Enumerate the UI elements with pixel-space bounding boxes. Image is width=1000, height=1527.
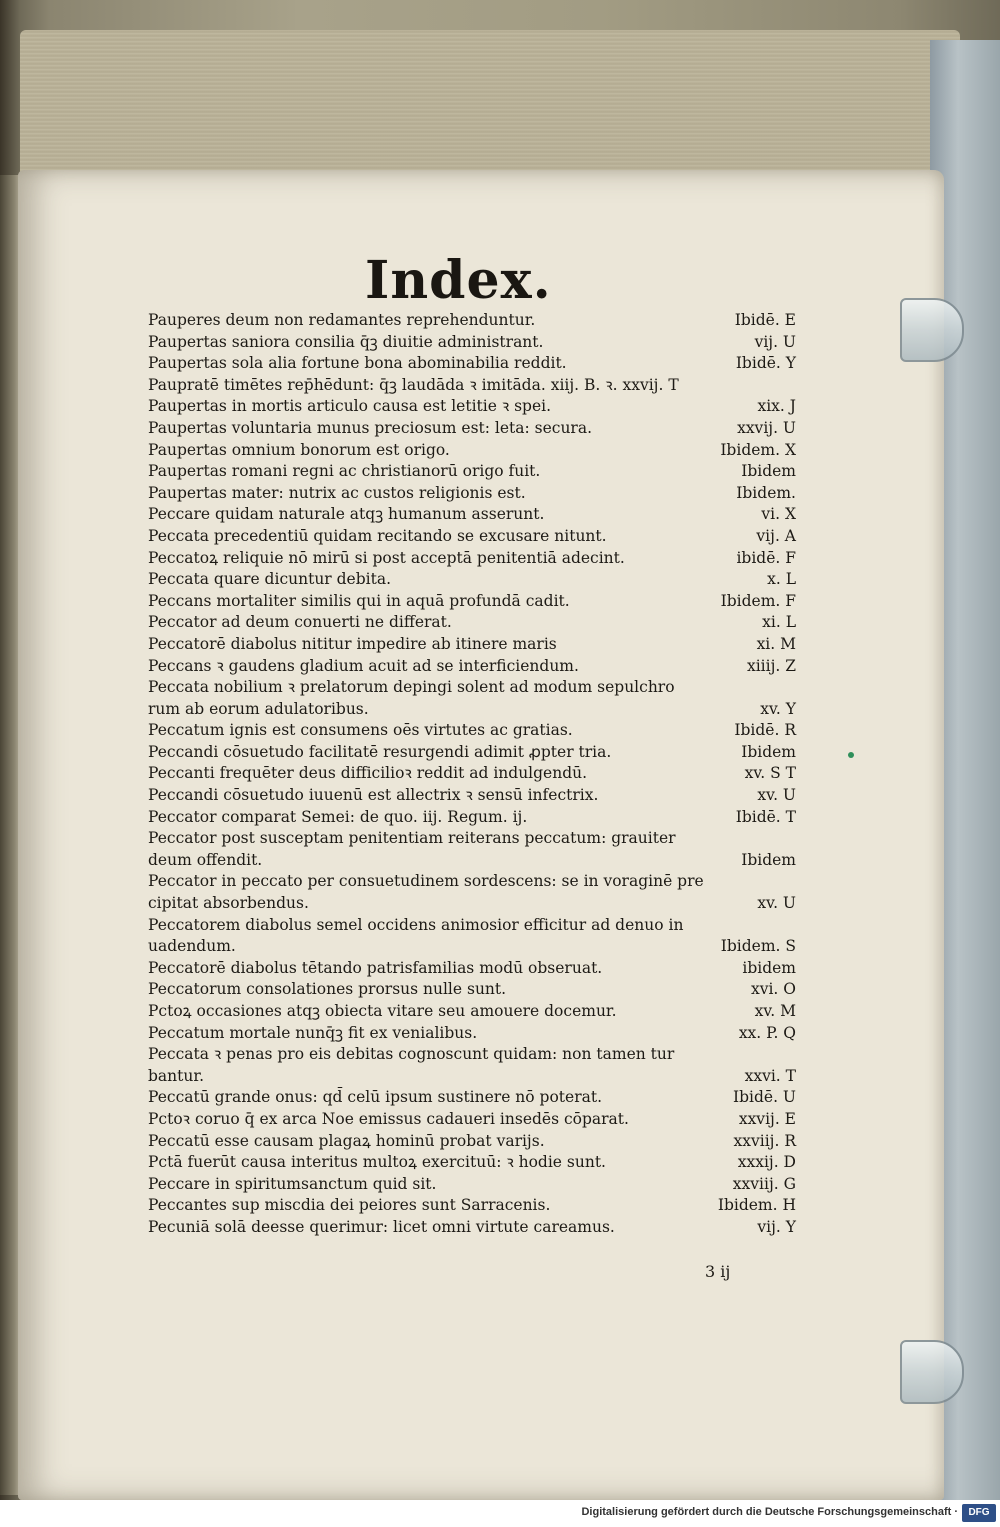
index-entry <box>148 785 796 807</box>
index-entry <box>148 1152 796 1174</box>
footer-credit: Digitalisierung gefördert durch die Deutsche Forschungsgemeinschaft · <box>581 1506 958 1518</box>
index-entry <box>148 1044 796 1087</box>
page-clip-bottom <box>900 1340 964 1404</box>
entry-reference: vi. X <box>761 505 796 524</box>
index-entry <box>148 1087 796 1109</box>
entry-text: Peccatū esse causam plagaꝝ hominū probat varijs. <box>148 1131 545 1150</box>
index-entry <box>148 310 796 332</box>
index-entry <box>148 763 796 785</box>
index-entry <box>148 979 796 1001</box>
index-entry <box>148 677 796 720</box>
entry-reference: ibidem <box>742 958 796 977</box>
entry-reference: xv. U <box>757 786 796 805</box>
entry-text: Peccatum ignis est consumens oēs virtutes ac gratias. <box>148 721 573 740</box>
entry-reference: xv. S T <box>744 764 796 783</box>
entry-text: Paupertas saniora consilia q̄ꝫ diuitie administrant. <box>148 332 544 351</box>
entry-text: Paupertas in mortis articulo causa est letitie ꝛ spei. <box>148 397 552 416</box>
entry-text: Paupertas romani regni ac christianorū origo fuit. <box>148 462 541 481</box>
entry-reference: Ibidem. X <box>720 440 796 459</box>
entry-text: Paupertas voluntaria munus preciosum est: leta: secura. <box>148 418 593 437</box>
entry-reference: Ibidē. U <box>732 1088 796 1107</box>
entry-text: Peccatorē diabolus tētando patrisfamilias modū obseruat. <box>148 958 603 977</box>
entry-text: Peccator post susceptam penitentiam reiterans peccatum: grauiter <box>148 829 676 848</box>
entry-text: Peccator ad deum conuerti ne differat. <box>148 613 452 632</box>
entry-text-continued: cipitat absorbendus. <box>148 894 309 913</box>
entry-reference: xi. L <box>762 613 796 632</box>
entry-reference: xxviij. G <box>732 1174 796 1193</box>
entry-reference: xxvij. U <box>737 418 796 437</box>
entry-reference: vij. A <box>756 526 796 545</box>
entry-text: Paupertas sola alia fortune bona abominabilia reddit. <box>148 354 567 373</box>
entry-text: Peccata quare dicuntur debita. <box>148 570 392 589</box>
entry-reference: xiiij. Z <box>746 656 796 675</box>
entry-reference: xx. P. Q <box>738 1023 796 1042</box>
index-entry <box>148 742 796 764</box>
entry-text: Pctā fuerūt causa interitus multoꝝ exercituū: ꝛ hodie sunt. <box>148 1153 606 1172</box>
entry-text: Peccare in spiritumsanctum quid sit. <box>148 1174 437 1193</box>
entry-text: Peccatorē diabolus nititur impedire ab itinere maris <box>148 634 557 653</box>
entry-text: Paupertas omnium bonorum est origo. <box>148 440 450 459</box>
index-entry <box>148 871 796 914</box>
page-clip-top <box>900 298 964 362</box>
entry-text: Peccatū grande onus: qd̄ celū ipsum sustinere nō poterat. <box>148 1088 603 1107</box>
entry-reference: Ibidē. E <box>734 311 796 329</box>
index-entry <box>148 1131 796 1153</box>
index-entries <box>148 310 796 1239</box>
entry-text-continued: uadendum. <box>148 937 236 956</box>
signature-mark: 3 ij <box>705 1262 731 1281</box>
page-title: Index. <box>365 250 552 311</box>
entry-reference: xv. U <box>757 894 796 913</box>
entry-reference: ibidē. F <box>736 548 796 567</box>
entry-reference: xxvi. T <box>744 1066 796 1085</box>
entry-reference: Ibidem. F <box>720 591 796 610</box>
index-entry <box>148 634 796 656</box>
entry-text-continued: rum ab eorum adulatoribus. <box>148 699 369 718</box>
entry-reference: Ibidem <box>741 462 796 481</box>
entry-text: Peccata nobilium ꝛ prelatorum depingi solent ad modum sepulchro <box>148 678 675 697</box>
footer-bar <box>0 1500 1000 1527</box>
index-entry <box>148 483 796 505</box>
entry-reference: Ibidem <box>741 850 796 869</box>
entry-text: Peccare quidam naturale atqꝫ humanum asserunt. <box>148 505 545 524</box>
index-entry <box>148 828 796 871</box>
entry-reference: x. L <box>767 570 796 589</box>
index-entry <box>148 353 796 375</box>
entry-text: Paupratē timētes rep̄hēdunt: q̄ꝫ laudāda ꝛ imitāda. xiij. B. ꝛ. xxvij. T <box>148 375 679 394</box>
entry-reference: xxvij. E <box>738 1109 796 1128</box>
dfg-logo: DFG <box>962 1504 996 1522</box>
entry-text: Peccatorem diabolus semel occidens animosior efficitur ad denuo in <box>148 915 684 934</box>
entry-reference: Ibidem. <box>736 483 796 502</box>
entry-reference: xi. M <box>756 634 796 653</box>
index-entry <box>148 1174 796 1196</box>
index-entry <box>148 548 796 570</box>
index-entry <box>148 656 796 678</box>
index-entry <box>148 720 796 742</box>
entry-text: Peccandi cōsuetudo iuuenū est allectrix ꝛ sensū infectrix. <box>148 786 599 805</box>
entry-reference: Ibidē. T <box>735 807 796 826</box>
entry-text: Peccatorum consolationes prorsus nulle sunt. <box>148 980 507 999</box>
index-entry <box>148 1195 796 1217</box>
index-entry <box>148 332 796 354</box>
entry-reference: xv. M <box>754 1002 796 1020</box>
index-entry <box>148 612 796 634</box>
entry-text: Pecuniā solā deesse querimur: licet omni virtute careamus. <box>148 1217 615 1236</box>
entry-reference: Ibidem. S <box>720 937 796 956</box>
entry-reference: vij. U <box>754 332 796 351</box>
entry-text: Pctoꝝ occasiones atqꝫ obiecta vitare seu amouere docemur. <box>148 1002 617 1020</box>
index-entry <box>148 375 796 397</box>
entry-reference: vij. Y <box>757 1217 796 1236</box>
green-mark <box>848 752 854 758</box>
entry-reference: xxviij. R <box>733 1131 796 1150</box>
entry-text: Peccans mortaliter similis qui in aquā profundā cadit. <box>148 591 570 610</box>
index-entry <box>148 958 796 980</box>
entry-reference: xv. Y <box>760 699 796 718</box>
entry-text: Peccata ꝛ penas pro eis debitas cognoscunt quidam: non tamen tur <box>148 1045 675 1064</box>
entry-text: Peccatoꝝ reliquie nō mirū si post acceptā penitentiā adecint. <box>148 548 625 567</box>
entry-text: Peccator in peccato per consuetudinem sordescens: se in voraginē pre <box>148 872 704 891</box>
index-entry <box>148 915 796 958</box>
index-entry <box>148 1023 796 1045</box>
entry-text: Paupertas mater: nutrix ac custos religionis est. <box>148 483 526 502</box>
entry-reference: Ibidē. R <box>734 721 796 740</box>
entry-reference: Ibidē. Y <box>735 354 796 373</box>
entry-text-continued: bantur. <box>148 1066 204 1085</box>
index-entry <box>148 461 796 483</box>
entry-text: Peccantes sup miscdia dei peiores sunt Sarracenis. <box>148 1196 551 1215</box>
index-entry <box>148 526 796 548</box>
entry-reference: Ibidem <box>741 742 796 761</box>
entry-reference: xix. J <box>757 397 796 416</box>
index-entry <box>148 504 796 526</box>
entry-text: Peccanti frequēter deus difficilioꝛ reddit ad indulgendū. <box>148 764 588 783</box>
entry-text: Pctoꝛ coruo q̄ ex arca Noe emissus cadaueri insedēs cōparat. <box>148 1109 629 1128</box>
index-entry <box>148 1109 796 1131</box>
entry-text-continued: deum offendit. <box>148 850 263 869</box>
index-entry <box>148 591 796 613</box>
index-entry <box>148 418 796 440</box>
index-entry <box>148 569 796 591</box>
index-entry <box>148 1001 796 1023</box>
entry-text: Peccatum mortale nunq̄ꝫ fit ex venialibus. <box>148 1023 478 1042</box>
entry-text: Peccator comparat Semei: de quo. iij. Regum. ij. <box>148 807 528 826</box>
index-entry <box>148 1217 796 1239</box>
index-entry <box>148 396 796 418</box>
entry-text: Pauperes deum non redamantes reprehenduntur. <box>148 311 536 329</box>
entry-text: Peccata precedentiū quidam recitando se excusare nitunt. <box>148 526 607 545</box>
entry-text: Peccandi cōsuetudo facilitatē resurgendi adimit ꝓpter tria. <box>148 742 612 761</box>
entry-reference: Ibidem. H <box>717 1196 796 1215</box>
index-entry <box>148 807 796 829</box>
page-stack-top <box>20 30 960 180</box>
entry-text: Peccans ꝛ gaudens gladium acuit ad se interficiendum. <box>148 656 579 675</box>
entry-reference: xxxij. D <box>737 1153 796 1172</box>
index-entry <box>148 440 796 462</box>
entry-reference: xvi. O <box>750 980 796 999</box>
